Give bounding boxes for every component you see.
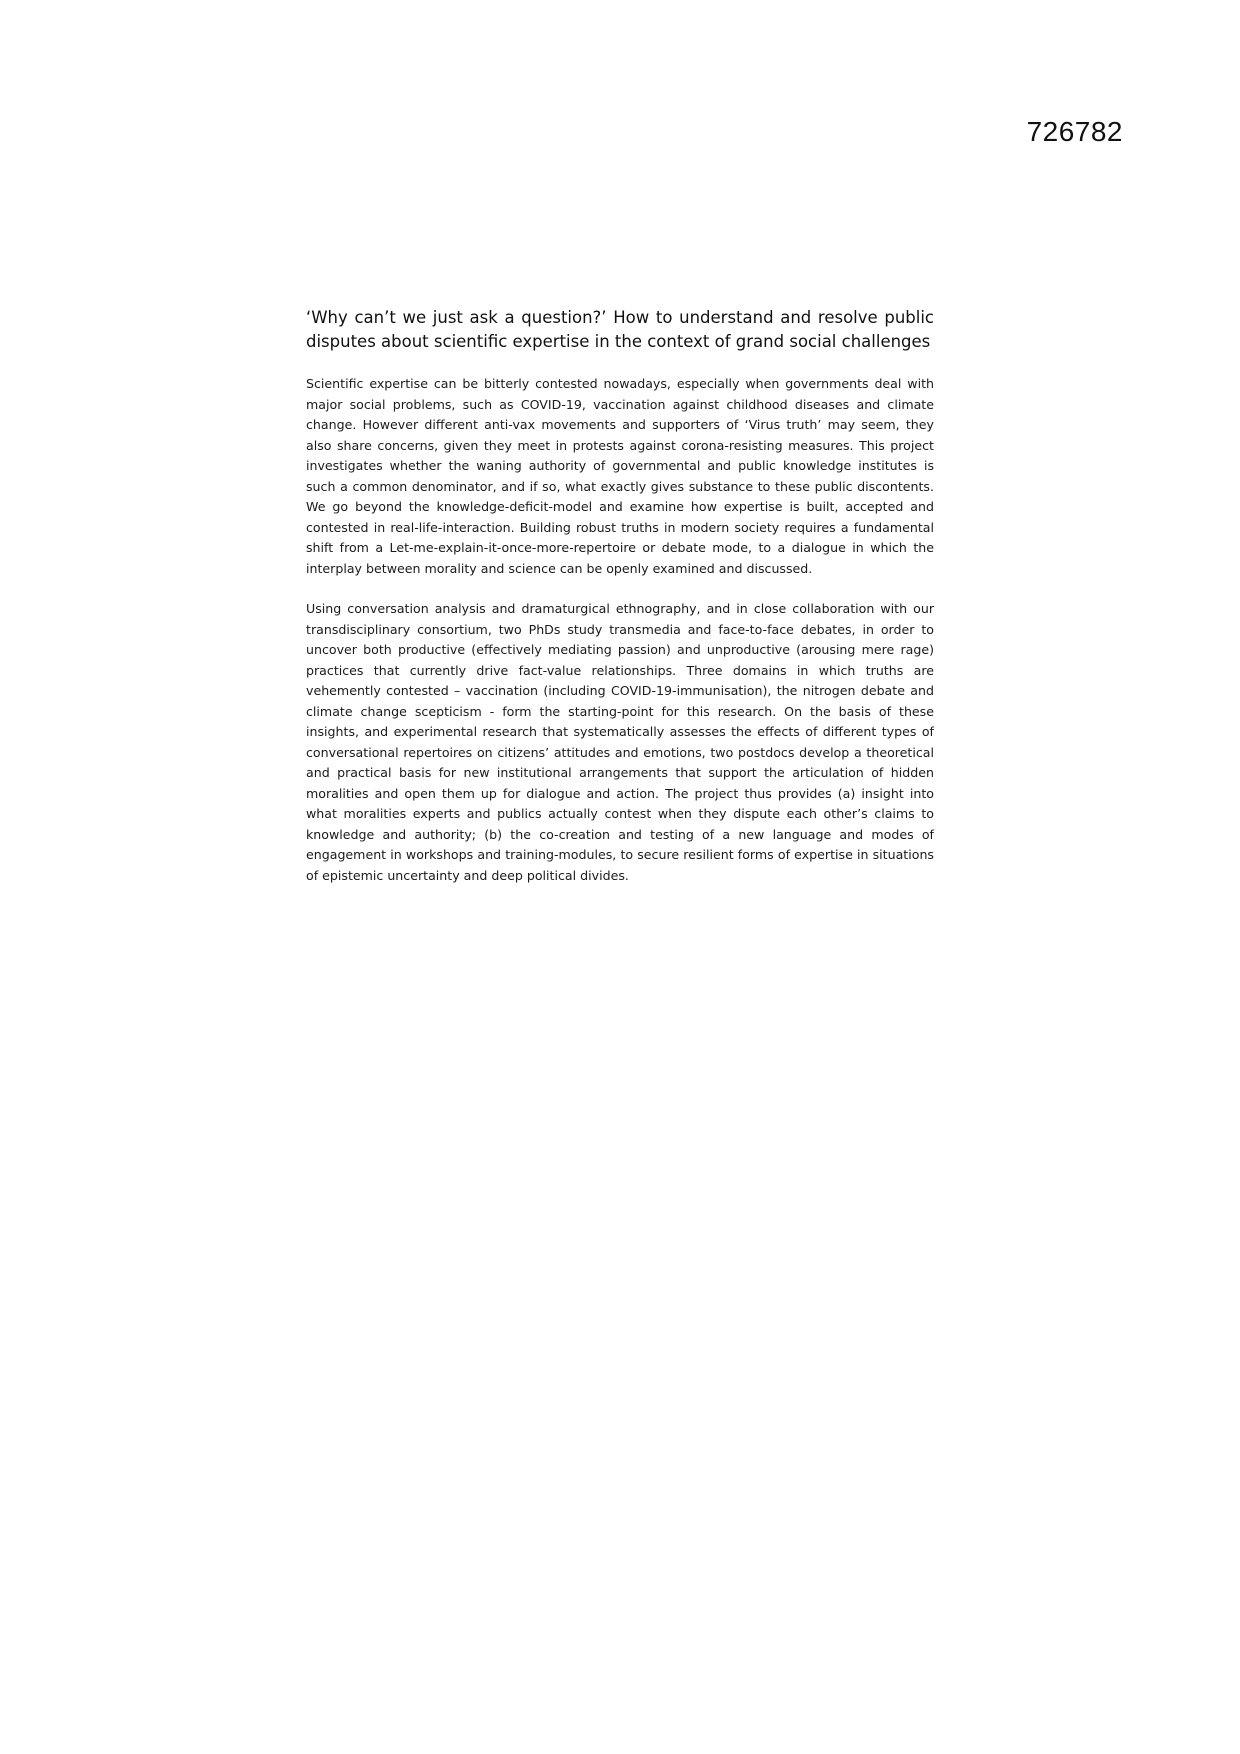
document-title: ‘Why can’t we just ask a question?’ How to understand and resolve public disputes about scientific expertise in the context of grand social challenges [306,308,934,351]
paragraph-summary: Scientific expertise can be bitterly contested nowadays, especially when governments deal with major social problems, such as COVID-19, vaccination against childhood diseases and climate change. However different anti-vax movements and supporters of ‘Virus truth’ may seem, they also share concerns, given they meet in protests against corona-resisting measures. This project investigates whether the waning authority of governmental and public knowledge institutes is such a common denominator, and if so, what exactly gives substance to these public discontents. We go beyond the knowledge-deficit-model and examine how expertise is built, accepted and contested in real-life-interaction. Building robust truths in modern society requires a fundamental shift from a Let-me-explain-it-once-more-repertoire or debate mode, to a dialogue in which the interplay between morality and science can be openly examined and discussed. [306,376,934,576]
paragraph-methods: Using conversation analysis and dramaturgical ethnography, and in close collaboration with our transdisciplinary consortium, two PhDs study transmedia and face-to-face debates, in order to uncover both productive (effectively mediating passion) and unproductive (arousing mere rage) practices that currently drive fact-value relationships. Three domains in which truths are vehemently contested – vaccination (including COVID-19-immunisation), the nitrogen debate and climate change scepticism - form the starting-point for this research. On the basis of these insights, and experimental research that systematically assesses the effects of different types of conversational repertoires on citizens’ attitudes and emotions, two postdocs develop a theoretical and practical basis for new institutional arrangements that support the articulation of hidden moralities and open them up for dialogue and action. The project thus provides (a) insight into what moralities experts and publics actually contest when they dispute each other’s claims to knowledge and authority; (b) the co-creation and testing of a new language and modes of engagement in workshops and training-modules, to secure resilient forms of expertise in situations of epistemic uncertainty and deep political divides. [306,601,934,883]
document-body [306,306,934,906]
page-number: 726782 [1026,116,1123,147]
